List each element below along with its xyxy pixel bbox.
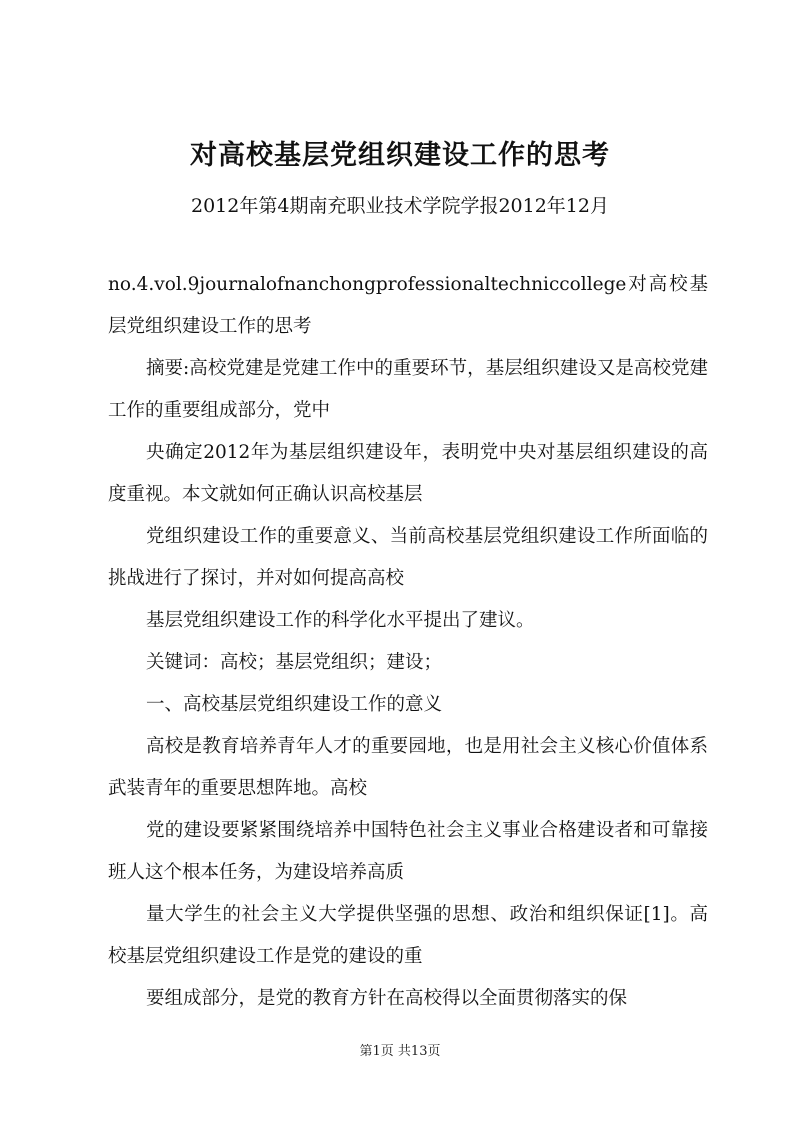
paragraph: 关键词：高校；基层党组织；建设； [146, 652, 443, 673]
document-body [108, 264, 708, 1020]
paragraph: 央确定2012年为基层组织建设年，表明党中央对基层组织建设的高度重视。本文就如何正确认识高校基层 [108, 442, 708, 505]
paragraph: 要组成部分，是党的教育方针在高校得以全面贯彻落实的保 [146, 988, 628, 1009]
document-title: 对高校基层党组织建设工作的思考 [190, 140, 610, 171]
paragraph: 量大学生的社会主义大学提供坚强的思想、政治和组织保证[1]。高校基层党组织建设工作是党的建设的重 [108, 904, 708, 967]
document-subtitle: 2012年第4期南充职业技术学院学报2012年12月 [191, 195, 609, 217]
paragraph: 摘要:高校党建是党建工作中的重要环节，基层组织建设又是高校党建工作的重要组成部分，党中 [108, 358, 708, 421]
paragraph: no.4.vol.9journalofnanchongprofessionaltechniccollege对高校基层党组织建设工作的思考 [108, 274, 708, 337]
paragraph: 高校是教育培养青年人才的重要园地，也是用社会主义核心价值体系武装青年的重要思想阵地。高校 [108, 736, 708, 799]
paragraph: 基层党组织建设工作的科学化水平提出了建议。 [146, 610, 535, 631]
paragraph: 党组织建设工作的重要意义、当前高校基层党组织建设工作所面临的挑战进行了探讨，并对如何提高高校 [108, 526, 708, 589]
paragraph: 党的建设要紧紧围绕培养中国特色社会主义事业合格建设者和可靠接班人这个根本任务，为建设培养高质 [108, 820, 708, 883]
page-number: 第1页 共13页 [359, 1044, 441, 1059]
section-heading: 一、高校基层党组织建设工作的意义 [146, 694, 443, 715]
